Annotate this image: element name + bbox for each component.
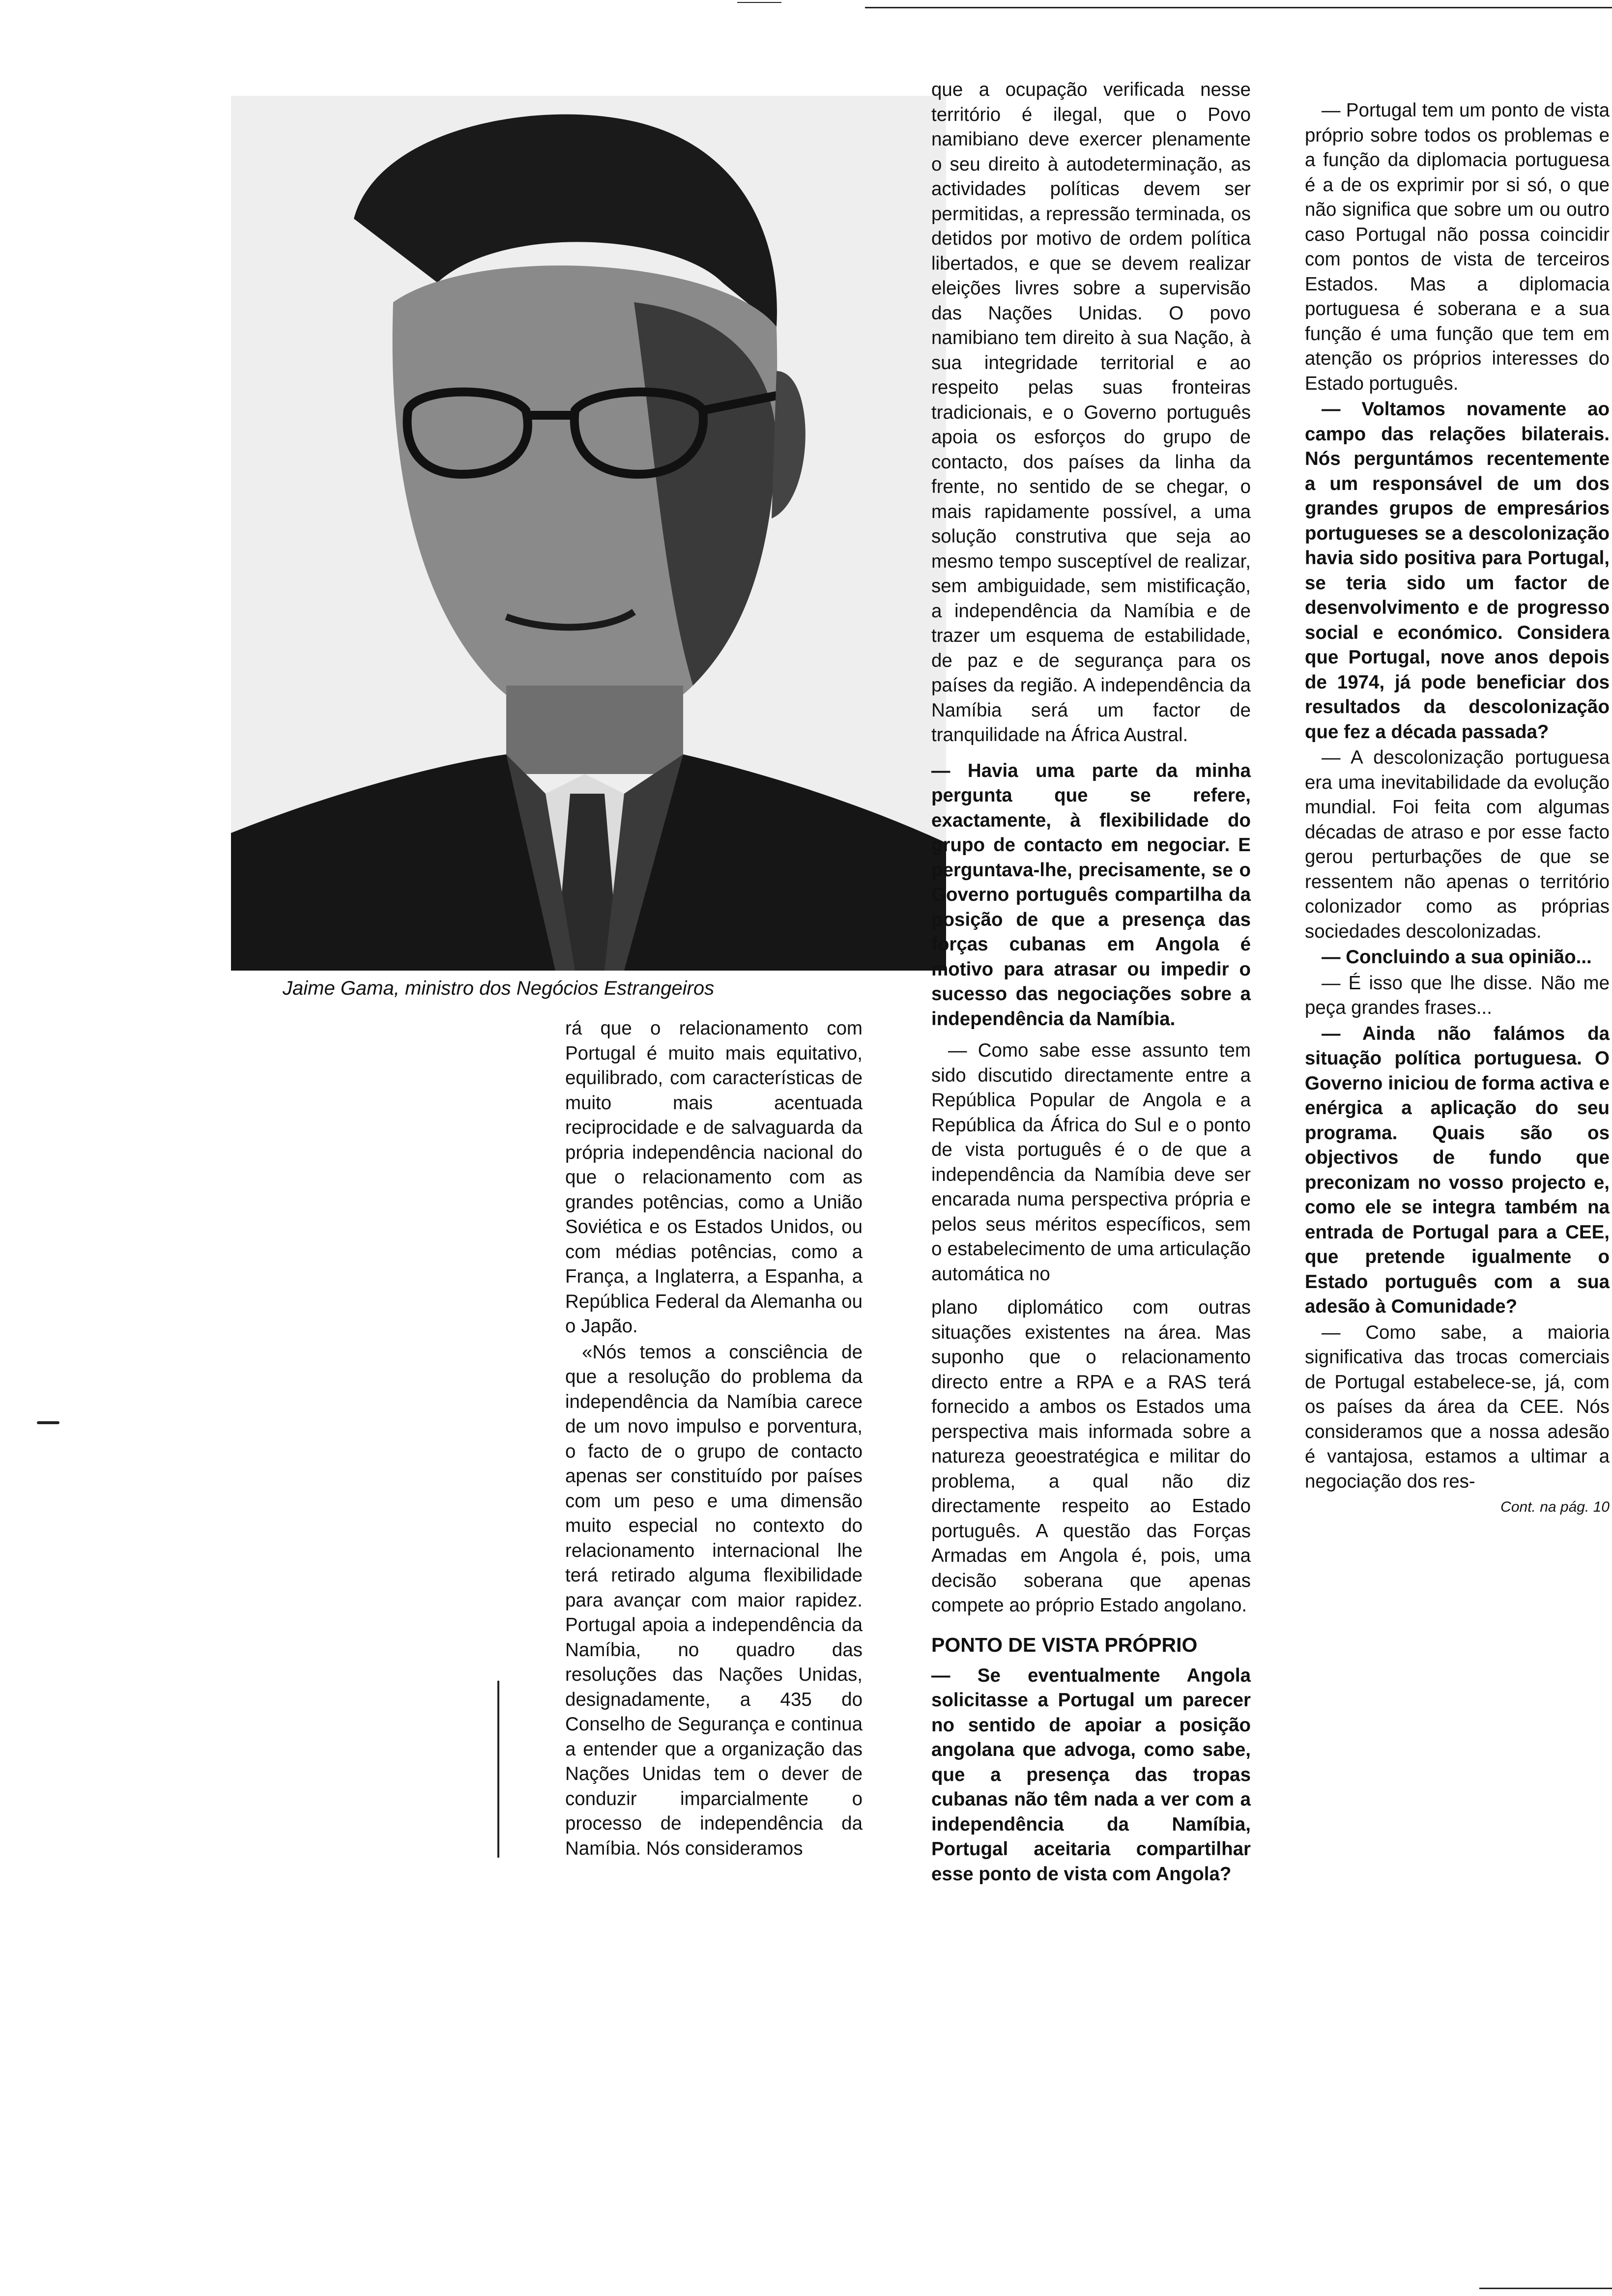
paragraph: plano diplomático com outras situações existentes na área. Mas suponho que o relacionamento directo entre a RPA e a RAS terá fornecido a ambos os Estados uma perspectiva mais informada sobre a natureza geoestratégica e militar do problema, a qual não diz directamente respeito ao Estado português. A questão das Forças Armadas em Angola é, pois, uma decisão soberana que apenas compete ao próprio Estado angolano. — [931, 1297, 1251, 1616]
question-paragraph: — Se eventualmente Angola solicitasse a Portugal um parecer no sentido de apoiar a posição angolana que advoga, como sabe, que a presença das tropas cubanas não têm nada a ver com a independência da Namíbia, Portugal aceitaria compartilhar esse ponto de vista com Angola? — [931, 1665, 1251, 1885]
question-paragraph: — Havia uma parte da minha pergunta que se refere, exactamente, à flexibilidade do grupo de contacto em negociar. E perguntava-lhe, precisamente, se o Governo português compartilha da posição de que a presença das forças cubanas em Angola é motivo para atrasar ou impedir o sucesso das negociações sobre a independência da Namíbia. — [931, 760, 1251, 1030]
question-paragraph: — Voltamos novamente ao campo das relações bilaterais. Nós perguntámos recentemente a um responsável de um dos grandes grupos de empresários portugueses se a descolonização havia sido positiva para Portugal, se teria sido um factor de desenvolvimento e de progresso social e económico. Considera que Portugal, nove anos depois de 1974, já pode beneficiar dos resultados da descolonização que fez a década passada? — [1305, 399, 1610, 743]
margin-mark — [497, 1681, 499, 1858]
bottom-rule-right — [1479, 2288, 1612, 2289]
top-rule-right — [865, 7, 1612, 8]
portrait-illustration — [231, 96, 946, 971]
column-middle — [931, 78, 1251, 1887]
paragraph: «Nós temos a consciência de que a resolução do problema da independência da Namíbia carece de um novo impulso e porventura, o facto de o grupo de contacto apenas ser constituído por países com um peso e uma dimensão muito especial no contexto do relacionamento internacional lhe terá retirado alguma flexibilidade para avançar com maior rapidez. Portugal apoia a independência da Namíbia, no quadro das resoluções das Nações Unidas, designadamente, a 435 do Conselho de Segurança e continua a entender que a organização das Nações Unidas tem o dever de conduzir imparcialmente o processo de independência da Namíbia. Nós consideramos — [565, 1341, 863, 1859]
answer-paragraph: — A descolonização portuguesa era uma inevitabilidade da evolução mundial. Foi feita com algumas décadas de atraso e por esse facto gerou perturbações de que se ressentem não apenas o território colonizador como as próprias sociedades descolonizadas. — [1305, 747, 1610, 942]
top-rule-left — [737, 2, 781, 3]
paragraph: que a ocupação verificada nesse território é ilegal, que o Povo namibiano deve exercer plenamente o seu direito à autodeterminação, as actividades políticas devem ser permitidas, a repressão terminada, os detidos por motivo de ordem política libertados, e que se devem realizar eleições livres sobre a supervisão das Nações Unidas. O povo namibiano tem direito à sua Nação, à sua integridade territorial e ao respeito pelas suas fronteiras tradicionais, e o Governo português apoia os esforços do grupo de contacto, dos países da linha da frente, no sentido de se chegar, o mais rapidamente possível, a uma solução construtiva que seja ao mesmo tempo susceptível de realizar, sem ambiguidade, sem mistificação, a independência da Namíbia e de trazer um esquema de estabilidade, de paz e de segurança para os países da região. A independência da Namíbia será um factor de tranquilidade na África Austral. — [931, 79, 1251, 746]
column-left — [565, 1016, 863, 1861]
question-paragraph: — Ainda não falámos da situação política portuguesa. O Governo iniciou de forma activa e enérgica a aplicação do seu programa. Quais são os objectivos de fundo que preconizam no vosso projecto e, como ele se integra também na entrada de Portugal para a CEE, que pretende igualmente o Estado português com a sua adesão à Comunidade? — [1305, 1023, 1610, 1317]
answer-paragraph: — Como sabe esse assunto tem sido discutido directamente entre a República Popular de Angola e a República da África do Sul e o ponto de vista português é o de que a independência da Namíbia deve ser encarada numa perspectiva própria e pelos seus méritos específicos, sem o estabelecimento de uma articulação automática no — [931, 1040, 1251, 1285]
portrait-photo — [231, 96, 946, 971]
answer-paragraph: — É isso que lhe disse. Não me peça grandes frases... — [1305, 972, 1610, 1018]
answer-paragraph: — Como sabe, a maioria significativa das trocas comerciais de Portugal estabelece-se, já, com os países da área da CEE. Nós consideramos que a nossa adesão é vantajosa, estamos a ultimar a negociação dos res- — [1305, 1321, 1610, 1492]
section-subhead: PONTO DE VISTA PRÓPRIO — [931, 1633, 1198, 1656]
photo-caption: Jaime Gama, ministro dos Negócios Estrangeiros — [283, 977, 715, 999]
margin-dash — [37, 1421, 59, 1424]
continued-note: Cont. na pág. 10 — [1500, 1499, 1610, 1515]
paragraph: rá que o relacionamento com Portugal é muito mais equitativo, equilibrado, com características de muito mais acentuada reciprocidade e de salvaguarda da própria independência nacional do que o relacionamento com as grandes potências, como a União Soviética e os Estados Unidos, ou com médias potências, como a França, a Inglaterra, a Espanha, a República Federal da Alemanha ou o Japão. — [565, 1018, 863, 1337]
answer-paragraph: — Portugal tem um ponto de vista próprio sobre todos os problemas e a função da diplomacia portuguesa é a de os exprimir por si só, o que não significa que sobre um ou outro caso Portugal não possa coincidir com pontos de vista de terceiros Estados. Mas a diplomacia portuguesa é soberana e a sua função é uma função que tem em atenção os próprios interesses do Estado português. — [1305, 100, 1610, 394]
question-paragraph: — Concluindo a sua opinião... — [1322, 947, 1592, 968]
column-right — [1305, 98, 1610, 1520]
